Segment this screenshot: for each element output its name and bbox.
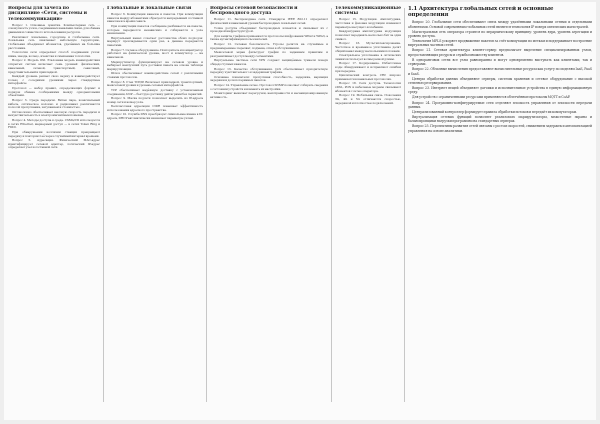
column-4-paragraph: Квадратурная амплитудная модуляция позволяет передавать несколько бит за один символ.	[335, 29, 401, 41]
column-3-paragraph: Мониторинг выявляет перегрузки, неисправности и несанкционированную активность.	[210, 91, 328, 99]
column-3	[210, 6, 328, 414]
column-4-paragraph: Вопрос 17. Кодирование. Избыточные коды обнаруживают и исправляют ошибки при передаче.	[335, 61, 401, 73]
column-4-paragraph: Спектральное уплотнение в оптических линиях использует волны разной длины.	[335, 53, 401, 61]
column-1-paragraph: Вопрос 3. Среда передачи. Витая пара, коаксиальный кабель, оптическое волокно и радиоканал различаются полосой пропускания, затуханием и стоимостью.	[8, 97, 100, 110]
column-1-paragraph: Вопрос 2. Модель OSI. Эталонная модель взаимодействия открытых систем включает семь уровней: физический, канальный, сетевой, транспортный, сеансовый, представительный и прикладной.	[8, 58, 100, 74]
column-5-paragraph: Вопрос 24. Программно-конфигурируемые сети отделяют плоскость управления от плоскости передачи данных.	[408, 100, 592, 109]
column-1	[8, 6, 100, 414]
column-3-paragraph: Вопрос 11. Беспроводные сети. Стандарты IEEE 802.11 определяют физический и канальный уровни беспроводных локальных сетей.	[210, 17, 328, 26]
column-1-paragraph: Вопрос 5. Адресация. Физический MAC-адрес идентифицирует сетевой адаптер, логический IP-адрес определяет узел в составной сети.	[8, 138, 100, 150]
column-5-paragraph: Вопрос 21. Сетевая архитектура клиент-сервер предполагает выделение специализированных узлов, предоставляющих ресурсы и службы множеству клиентов.	[408, 48, 592, 57]
column-4-heading: Телекоммуникационные системы	[335, 6, 401, 17]
column-2-paragraph: Шлюз обеспечивает взаимодействие сетей с различными стеками протоколов.	[107, 71, 203, 80]
column-3-paragraph: Точка доступа объединяет беспроводных клиентов и связывает их с проводной инфраструктурой.	[210, 25, 328, 34]
column-divider	[206, 8, 207, 402]
column-5-paragraph: Централизованный контроллер формирует правила обработки потоков и передаёт их коммутаторам.	[412, 109, 577, 114]
column-1-paragraph: Протокол — набор правил, определяющих формат и порядок обмена сообщениями между одноранговыми объектами.	[8, 85, 100, 98]
column-1-paragraph: Оптоволокно обеспечивает высокую скорость передачи и нечувствительность к электромагнитным помехам.	[8, 109, 100, 118]
column-3-paragraph: Виртуальные частные сети VPN создают защищённые туннели поверх общедоступных каналов.	[210, 58, 328, 67]
column-2-paragraph: Вопрос 7. Сетевое оборудование. Повторитель и концентратор работают на физическом уровне, мост и коммутатор — на канальном.	[107, 47, 203, 60]
column-4-paragraph: Вопрос 16. Мультиплексирование. Частотное и временное уплотнение делят общий канал между несколькими потоками.	[335, 41, 401, 53]
column-5-paragraph: Вопрос 23. Интернет вещей объединяет датчики и исполнительные устройства в единую информационную среду.	[408, 86, 592, 95]
column-2-paragraph: Вопрос 8. Стек TCP/IP. Включает прикладной, транспортный, межсетевой уровни и уровень сетевых интерфейсов.	[107, 79, 203, 88]
column-2-heading: Глобальные и локальные связи	[107, 6, 192, 11]
column-3-paragraph: Вопрос 14. Управление сетью. Протокол SNMP позволяет собирать сведения о состоянии устройств и изменять их настройки.	[210, 82, 328, 91]
column-5-paragraph: В одноранговых сетях все узлы равноправны и могут одновременно выступать как клиентами, так и серверами.	[408, 57, 592, 67]
column-2-paragraph: Вопрос 9. Маска подсети позволяет выделить из IP-адреса номер сети и номер узла.	[107, 96, 203, 104]
column-5-paragraph: Технология MPLS ускоряет продвижение пакетов за счёт коммутации по меткам и поддерживает построение виртуальных частных сетей.	[408, 39, 592, 48]
column-4-paragraph: Вопрос 19. Мобильная связь. Поколения 3G, 4G и 5G отличаются скоростью, задержкой и плотностью подключений.	[335, 93, 401, 105]
column-2-paragraph: Вопрос 10. Служба DNS преобразует символьные имена в IP-адреса, DHCP автоматически назначает параметры узлам.	[107, 112, 203, 121]
column-2-paragraph: Виртуальный канал сочетает достоинства обоих подходов: маршрут прокладывается один раз, а данные передаются пакетами.	[107, 35, 203, 48]
column-5-paragraph: Центры обработки данных объединяют серверы, системы хранения и сетевое оборудование с высокой степенью резервирования.	[408, 76, 592, 85]
column-5-heading: 1.1 Архитектура глобальных сетей и основные определения	[408, 6, 554, 19]
column-5-paragraph: Вопрос 20. Глобальные сети обеспечивают связь между удалёнными локальными сетями и отдельными абонентами. Основой современных глобальных сетей является технология IP поверх оптических магистралей.	[408, 20, 592, 29]
column-1-paragraph: Каждый уровень решает свою задачу и взаимодействует только с соседними уровнями через стандартные интерфейсы.	[8, 74, 100, 86]
column-4-paragraph: Циклический контроль CRC широко применяется в канальных протоколах.	[335, 73, 401, 81]
column-2	[107, 6, 203, 414]
column-divider	[404, 8, 405, 402]
column-1-paragraph: Вопрос 1. Основные понятия. Компьютерная сеть — совокупность узлов, соединённых каналами связи, для обмена данными и совместного использования ресурсов.	[8, 22, 100, 35]
column-2-paragraph: Вопрос 6. Коммутация каналов и пакетов. При коммутации каналов между абонентами образуется непрерывный составной канал на всё время сеанса.	[107, 11, 203, 24]
column-1-heading: Вопросы для зачета по дисциплине «Сети, системы и телекоммуникации»	[8, 6, 87, 22]
column-3-paragraph: Вопрос 12. Сетевая безопасность. Угрозы делятся на случайные и преднамеренные: перехват, подмена, отказ в обслуживании.	[210, 41, 328, 50]
column-2-paragraph: При коммутации пакетов сообщение разбивается на пакеты, которые передаются независимо и собираются в узле назначения.	[107, 23, 203, 36]
column-3-paragraph: Вопрос 13. Качество обслуживания. QoS обеспечивает приоритетную передачу чувствительного к задержкам трафика.	[210, 66, 328, 75]
column-2-paragraph: TCP обеспечивает надёжную доставку с установлением соединения, UDP — быструю доставку дейтаграмм без гарантий.	[107, 87, 203, 96]
column-2-paragraph: Маршрутизатор функционирует на сетевом уровне и выбирает наилучший путь доставки пакета на основе таблицы маршрутизации.	[107, 59, 203, 71]
column-5-paragraph: Магистральная сеть оператора строится по иерархическому принципу: уровень ядра, уровень агрегации и уровень доступа.	[408, 29, 592, 38]
document-sheet	[4, 2, 596, 420]
column-3-paragraph: Для защиты трафика применяются протоколы шифрования WPA2 и WPA3, а также аутентификация пользователей.	[210, 33, 328, 42]
column-5-paragraph: Вопрос 22. Облачные вычисления предоставляют вычислительные ресурсы как услугу по моделям IaaS, PaaS и SaaS.	[408, 67, 592, 76]
column-3-paragraph: Основные показатели: пропускная способность, задержка, вариация задержки и доля потерянных пакетов.	[210, 74, 328, 83]
column-1-paragraph: Топология сети определяет способ соединения узлов: шина, звезда, кольцо, ячеистая и смешанная топологии.	[8, 50, 100, 58]
column-2-paragraph: Бесклассовая адресация CIDR повышает эффективность использования адресного пространства.	[107, 104, 203, 112]
column-3-heading: Вопросы сетевой безопасности и беспроводного доступа	[210, 6, 298, 17]
column-5-paragraph: Виртуализация сетевых функций позволяет реализовать маршрутизаторы, межсетевые экраны и балансировщики нагрузки программно на стандартных серверах.	[408, 115, 592, 124]
column-1-paragraph: Различают локальные, городские и глобальные сети. Локальная сеть охватывает небольшую территорию, глобальная объединяет абонентов, удалённых на большие расстояния.	[8, 34, 100, 50]
column-4-paragraph: Вопрос 15. Модуляция. Амплитудная, частотная и фазовая модуляция изменяют параметры несущего колебания.	[335, 17, 401, 29]
column-1-paragraph: Вопрос 4. Методы доступа к среде. CSMA/CD используется в сетях Ethernet, маркерный доступ — в сетях Token Ring и FDDI.	[8, 117, 100, 130]
column-4	[335, 6, 401, 414]
column-divider	[103, 8, 104, 402]
column-5-paragraph: Для устройств с ограниченными ресурсами применяются облегчённые протоколы MQTT и CoAP.	[412, 95, 571, 100]
column-4-paragraph: Вопрос 18. Сети доступа. Технологии xDSL, PON и кабельные модемы связывают абонентов с сетью оператора.	[335, 81, 401, 93]
column-5-paragraph: Вопрос 25. Перспективы развития сетей связаны с ростом скоростей, снижением задержек и автоматизацией управления на основе аналитики.	[408, 124, 592, 133]
column-5	[408, 6, 592, 414]
column-3-paragraph: Межсетевой экран фильтрует трафик по заданным правилам и разграничивает доступ между сегментами.	[210, 50, 328, 58]
column-1-paragraph: При обнаружении коллизии станции прекращают передачу и повторяют её через случайный интервал времени.	[8, 129, 100, 138]
column-divider	[331, 8, 332, 402]
